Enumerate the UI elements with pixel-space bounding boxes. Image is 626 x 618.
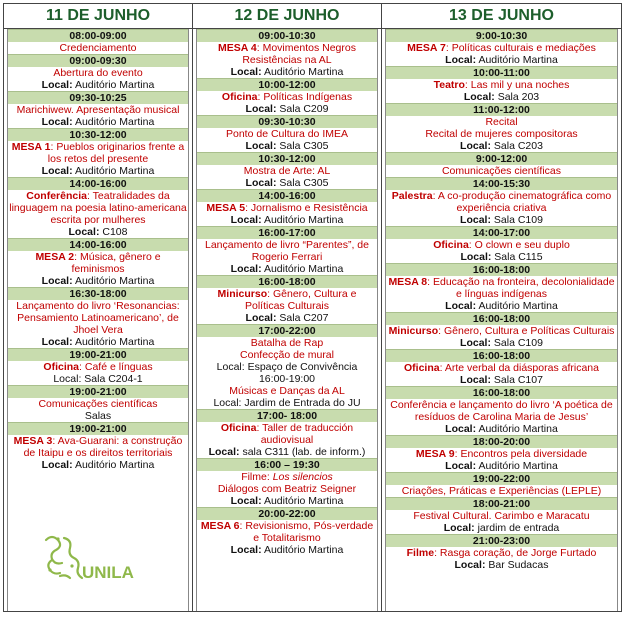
location-label: Local: xyxy=(41,116,73,128)
event-location xyxy=(8,459,188,471)
event-name: Educação na fronteira, decolonialidade e línguas indígenas xyxy=(433,276,615,300)
event-name: Festival Cultural. Carimbo e Maracatu xyxy=(413,510,590,522)
location-name: Sala C107 xyxy=(493,374,543,386)
event-title xyxy=(8,251,188,275)
event-name: Revisionismo, Pós-verdade e Totalitarismo xyxy=(245,520,374,544)
location-label: Local: xyxy=(41,165,73,177)
day-header: 13 DE JUNHO xyxy=(382,4,621,29)
event-name: Gênero, Cultura e Políticas Culturais xyxy=(244,288,357,312)
event-location xyxy=(386,559,617,571)
event-location xyxy=(8,165,188,177)
event-name: Los silencios xyxy=(272,471,333,483)
event-location xyxy=(386,54,617,66)
event-type: MESA 7 xyxy=(407,42,446,54)
event-name: Teatralidades da linguagem na poesia latino-americana escrita por mulheres xyxy=(9,190,187,226)
event-name: Batalha de Rap xyxy=(250,337,324,349)
event-name: Políticas Indígenas xyxy=(263,91,353,103)
event-separator: : xyxy=(257,91,264,103)
event-location xyxy=(386,140,617,152)
location-label: Local: xyxy=(245,177,277,189)
event-title xyxy=(197,128,377,140)
event-name: Jornalismo e Resistência xyxy=(250,202,368,214)
event-location xyxy=(386,460,617,472)
time-slot: 19:00-22:00 xyxy=(386,472,617,485)
time-slot: 10:00-12:00 xyxy=(197,78,377,91)
event-title xyxy=(386,448,617,460)
event-name: Música, gênero e feminismos xyxy=(71,251,161,275)
event-title xyxy=(8,398,188,410)
event-name: Comunicações científicas xyxy=(38,398,158,410)
event-location xyxy=(386,374,617,386)
location-name: Auditório Martina xyxy=(74,116,155,128)
location-label: Local: xyxy=(230,495,262,507)
event-name: Las mil y una noches xyxy=(470,79,570,91)
event-type: Oficina xyxy=(433,239,469,251)
location-name: Auditório Martina xyxy=(74,459,155,471)
event-location xyxy=(8,226,188,238)
time-slot: 17:00-22:00 xyxy=(197,324,377,337)
event-note: Local: Espaço de Convivência xyxy=(216,361,358,373)
location-name: Sala C305 xyxy=(279,177,329,189)
time-slot: 19:00-21:00 xyxy=(8,422,188,435)
day-header: 11 DE JUNHO xyxy=(4,4,192,29)
event-name: Ponto de Cultura do IMEA xyxy=(226,128,348,140)
event-name: Lançamento de livro “Parentes”, de Rogerio Ferrari xyxy=(204,239,369,263)
time-slot: 08:00-09:00 xyxy=(8,29,188,42)
location-label: Local: xyxy=(230,66,262,78)
event-name: A co-produção cinematográfica como experiência criativa xyxy=(437,190,612,214)
event-separator: : xyxy=(468,239,475,251)
day-3-entries xyxy=(385,29,618,611)
time-slot: 16:00-18:00 xyxy=(386,312,617,325)
event-title xyxy=(8,141,188,165)
event-type: Filme: xyxy=(241,471,273,483)
event-location xyxy=(8,275,188,287)
schedule-table xyxy=(3,3,622,612)
event-name: Diálogos com Beatriz Seigner xyxy=(217,483,357,495)
event-separator: : xyxy=(74,251,80,263)
event-name: O clown e seu duplo xyxy=(474,239,570,251)
event-location xyxy=(197,544,377,556)
time-slot: 14:00-16:00 xyxy=(8,177,188,190)
event-title xyxy=(197,349,377,361)
location-name: Bar Sudacas xyxy=(488,559,549,571)
event-separator: : xyxy=(432,190,438,202)
location-label: Local: xyxy=(460,140,491,152)
event-title xyxy=(197,483,377,495)
time-slot: 21:00-23:00 xyxy=(386,534,617,547)
time-slot: 18:00-20:00 xyxy=(386,435,617,448)
location-name: Auditório Martina xyxy=(74,165,155,177)
event-location xyxy=(197,263,377,275)
location-name: Auditório Martina xyxy=(478,423,558,435)
location-label: Local: xyxy=(454,559,486,571)
time-slot: 19:00-21:00 xyxy=(8,348,188,361)
location-label: Local: xyxy=(460,214,491,226)
location-name: Auditório Martina xyxy=(74,336,155,348)
event-title xyxy=(197,42,377,66)
time-slot: 18:00-21:00 xyxy=(386,497,617,510)
location-label: Local: xyxy=(230,544,262,556)
event-title xyxy=(8,42,188,54)
location-label: Local: xyxy=(445,460,477,472)
event-title xyxy=(197,422,377,446)
event-title xyxy=(386,42,617,54)
time-slot: 09:00-09:30 xyxy=(8,54,188,67)
event-name: Marichiwew. Apresentação musical xyxy=(16,104,180,116)
event-type: Oficina xyxy=(404,362,440,374)
event-note: Local: Sala C204-1 xyxy=(53,373,143,385)
time-slot: 16:00-18:00 xyxy=(386,263,617,276)
event-title xyxy=(8,300,188,336)
event-separator: : xyxy=(434,547,440,559)
event-type: Conferência xyxy=(26,190,87,202)
time-slot: 16:00-17:00 xyxy=(197,226,377,239)
event-title xyxy=(197,165,377,177)
location-label: Local: xyxy=(245,103,277,115)
event-title xyxy=(197,471,377,483)
event-name: Pueblos originarios frente a los retos del presente xyxy=(47,141,185,165)
event-name: Comunicações científicas xyxy=(441,165,562,177)
event-separator: : xyxy=(438,325,444,337)
event-type: Teatro xyxy=(433,79,465,91)
event-name: Políticas culturais e mediações xyxy=(451,42,596,54)
location-label: Local: xyxy=(460,374,491,386)
event-type: MESA 3 xyxy=(13,435,53,447)
time-slot: 14:00-16:00 xyxy=(8,238,188,251)
event-note: Local: Jardim de Entrada do JU xyxy=(213,397,361,409)
event-location xyxy=(197,495,377,507)
event-title xyxy=(8,104,188,116)
location-label: Local: xyxy=(230,214,262,226)
day-column-3 xyxy=(382,4,621,611)
event-note: 16:00-19:00 xyxy=(258,373,316,385)
event-location xyxy=(386,251,617,263)
event-location xyxy=(197,177,377,189)
logo-wordmark: UNILA xyxy=(82,563,134,582)
event-name: Criações, Práticas e Experiências (LEPLE) xyxy=(401,485,602,497)
event-type: Oficina xyxy=(220,422,257,434)
event-separator: : xyxy=(256,422,263,434)
time-slot: 20:00-22:00 xyxy=(197,507,377,520)
event-name: Credenciamento xyxy=(59,42,137,54)
event-name: Arte verbal da diásporas africana xyxy=(444,362,599,374)
event-name: Mostra de Arte: AL xyxy=(243,165,331,177)
event-separator: : xyxy=(50,141,57,153)
event-type: Palestra xyxy=(391,190,433,202)
event-name: Músicas e Danças da AL xyxy=(229,385,345,397)
event-name: Rasga coração, de Jorge Furtado xyxy=(439,547,597,559)
event-location xyxy=(197,312,377,324)
event-location xyxy=(386,522,617,534)
event-type: Filme xyxy=(406,547,435,559)
location-name: Sala 203 xyxy=(497,91,540,103)
day-1-entries xyxy=(7,29,189,611)
event-separator: : xyxy=(79,361,85,373)
event-name: Encontros pela diversidade xyxy=(460,448,588,460)
location-label: Local: xyxy=(41,275,73,287)
time-slot: 09:00-10:30 xyxy=(197,29,377,42)
time-slot: 16:30-18:00 xyxy=(8,287,188,300)
event-separator: : xyxy=(427,276,433,288)
location-label: Local: xyxy=(245,312,277,324)
event-type: MESA 1 xyxy=(11,141,51,153)
event-title xyxy=(386,547,617,559)
event-type: Oficina xyxy=(43,361,80,373)
event-location xyxy=(386,214,617,226)
location-name: Auditório Martina xyxy=(478,300,558,312)
time-slot: 11:00-12:00 xyxy=(386,103,617,116)
location-name: Auditório Martina xyxy=(263,214,344,226)
event-type: MESA 8 xyxy=(388,276,428,288)
event-location xyxy=(386,91,617,103)
event-title xyxy=(386,399,617,423)
time-slot: 10:30-12:00 xyxy=(8,128,188,141)
location-name: Sala C109 xyxy=(493,337,543,349)
event-location xyxy=(8,79,188,91)
time-slot: 9:00-10:30 xyxy=(386,29,617,42)
event-title xyxy=(8,361,188,373)
location-label: Local: xyxy=(445,54,477,66)
event-location xyxy=(197,66,377,78)
time-slot: 16:00-18:00 xyxy=(386,386,617,399)
event-location xyxy=(386,423,617,435)
location-name: jardim de entrada xyxy=(477,522,560,534)
event-title xyxy=(8,190,188,226)
event-type: MESA 4 xyxy=(218,42,257,54)
event-location xyxy=(197,446,377,458)
location-label: Local: xyxy=(245,140,277,152)
time-slot: 14:00-15:30 xyxy=(386,177,617,190)
location-name: Sala C209 xyxy=(279,103,329,115)
time-slot: 14:00-16:00 xyxy=(197,189,377,202)
event-title xyxy=(386,276,617,300)
event-title xyxy=(386,325,617,337)
event-location xyxy=(386,337,617,349)
event-title xyxy=(197,202,377,214)
event-location xyxy=(8,116,188,128)
location-label: Local: xyxy=(41,79,73,91)
event-name: Taller de traducción audiovisual xyxy=(260,422,354,446)
location-label: Local: xyxy=(443,522,475,534)
event-title xyxy=(386,79,617,91)
event-name: Abertura do evento xyxy=(53,67,143,79)
location-name: Auditório Martina xyxy=(74,275,155,287)
event-type: Oficina xyxy=(221,91,258,103)
location-name: Auditório Martina xyxy=(263,495,344,507)
location-name: Auditório Martina xyxy=(478,460,558,472)
time-slot: 10:30-12:00 xyxy=(197,152,377,165)
location-label: Local: xyxy=(460,337,491,349)
time-slot: 09:30-10:25 xyxy=(8,91,188,104)
time-slot: 16:00-18:00 xyxy=(197,275,377,288)
event-title xyxy=(386,190,617,214)
event-name: Gênero, Cultura e Políticas Culturais xyxy=(444,325,615,337)
location-label: Local: xyxy=(208,446,240,458)
event-title xyxy=(8,67,188,79)
event-title xyxy=(386,116,617,128)
location-name: Auditório Martina xyxy=(263,66,344,78)
location-name: Sala C115 xyxy=(494,251,543,263)
time-slot: 16:00 – 19:30 xyxy=(197,458,377,471)
event-title xyxy=(197,337,377,349)
location-name: Auditório Martina xyxy=(478,54,558,66)
event-separator: : xyxy=(86,190,93,202)
event-separator: : xyxy=(245,202,251,214)
event-title xyxy=(197,520,377,544)
day-2-entries xyxy=(196,29,378,611)
time-slot: 09:30-10:30 xyxy=(197,115,377,128)
event-name: Confecção de mural xyxy=(240,349,334,361)
location-label: Local: xyxy=(41,336,73,348)
location-name: Auditório Martina xyxy=(263,544,344,556)
location-label: Local: xyxy=(463,91,495,103)
location-label: Local: xyxy=(460,251,492,263)
time-slot: 17:00- 18:00 xyxy=(197,409,377,422)
event-title xyxy=(386,239,617,251)
location-name: Sala C305 xyxy=(279,140,329,152)
event-name: Café e línguas xyxy=(84,361,153,373)
event-name: Movimentos Negros Resistências na AL xyxy=(242,42,356,66)
event-title xyxy=(386,128,617,140)
event-separator: : xyxy=(267,288,273,300)
event-type: Minicurso xyxy=(388,325,439,337)
event-separator: : xyxy=(256,42,263,54)
event-separator: : xyxy=(239,520,246,532)
location-name: sala C311 (lab. de inform.) xyxy=(242,446,366,458)
event-location xyxy=(197,214,377,226)
location-label: Local: xyxy=(41,459,73,471)
location-label: Local: xyxy=(230,263,262,275)
day-column-2 xyxy=(193,4,382,611)
event-name: Recital xyxy=(485,116,518,128)
event-separator: : xyxy=(52,435,58,447)
event-title xyxy=(197,288,377,312)
event-location xyxy=(386,300,617,312)
event-location xyxy=(197,103,377,115)
time-slot: 14:00-17:00 xyxy=(386,226,617,239)
time-slot: 16:00-18:00 xyxy=(386,349,617,362)
time-slot: 10:00-11:00 xyxy=(386,66,617,79)
event-location xyxy=(197,140,377,152)
day-header: 12 DE JUNHO xyxy=(193,4,381,29)
event-title xyxy=(197,385,377,397)
event-type: MESA 9 xyxy=(415,448,455,460)
location-name: Sala C109 xyxy=(493,214,543,226)
location-name: Sala C207 xyxy=(279,312,329,324)
event-separator: : xyxy=(439,362,445,374)
event-name: Conferência e lançamento do livro ‘A poética de resíduos de Carolina Maria de Jesus’ xyxy=(390,399,613,423)
time-slot: 19:00-21:00 xyxy=(8,385,188,398)
location-label: Local: xyxy=(445,423,477,435)
location-name: Auditório Martina xyxy=(263,263,344,275)
event-type: MESA 2 xyxy=(35,251,75,263)
event-name: Lançamento do livro ‘Resonancias: Pensamiento Latinoamericano’, de Jhoel Vera xyxy=(16,300,180,336)
event-title xyxy=(386,510,617,522)
event-title xyxy=(197,239,377,263)
event-location xyxy=(8,336,188,348)
unila-logo xyxy=(38,530,158,590)
event-separator: : xyxy=(454,448,461,460)
location-name: Sala C203 xyxy=(493,140,543,152)
location-label: Local: xyxy=(68,226,100,238)
time-slot: 9:00-12:00 xyxy=(386,152,617,165)
location-name: Auditório Martina xyxy=(74,79,155,91)
event-separator: : xyxy=(445,42,452,54)
event-type: Minicurso xyxy=(217,288,268,300)
event-separator: : xyxy=(464,79,471,91)
event-type: MESA 6 xyxy=(200,520,240,532)
event-type: MESA 5 xyxy=(206,202,246,214)
event-name: Ava-Guarani: a construção de Itaipu e os direitos territoriais xyxy=(23,435,183,459)
location-name: C108 xyxy=(102,226,128,238)
location-label: Local: xyxy=(445,300,477,312)
event-name: Recital de mujeres compositoras xyxy=(425,128,578,140)
event-title xyxy=(386,165,617,177)
event-title xyxy=(386,362,617,374)
day-column-1 xyxy=(4,4,193,611)
event-title xyxy=(8,435,188,459)
event-title xyxy=(386,485,617,497)
event-note: Salas xyxy=(84,410,112,422)
event-title xyxy=(197,91,377,103)
